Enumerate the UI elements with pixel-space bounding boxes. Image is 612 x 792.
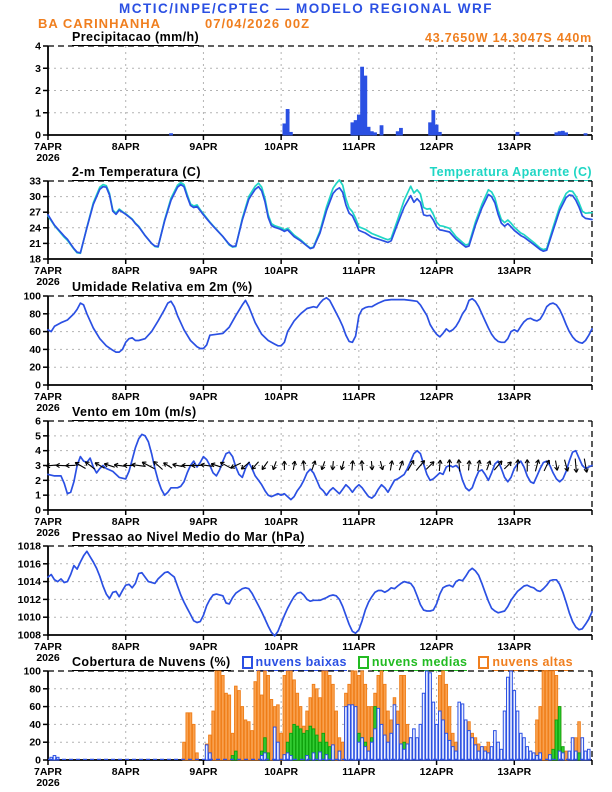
- svg-text:12APR: 12APR: [419, 516, 454, 528]
- svg-text:3: 3: [35, 460, 41, 472]
- legend-nuvens-altas: nuvens altas: [478, 656, 573, 671]
- svg-text:8APR: 8APR: [111, 641, 140, 653]
- svg-text:0: 0: [35, 129, 41, 142]
- clouds-title: Cobertura de Nuvens (%): [72, 656, 231, 671]
- svg-text:10APR: 10APR: [264, 516, 299, 528]
- svg-text:9APR: 9APR: [189, 265, 218, 277]
- svg-text:60: 60: [29, 326, 41, 339]
- svg-text:10APR: 10APR: [264, 391, 299, 403]
- svg-text:7APR: 7APR: [33, 516, 63, 528]
- svg-text:4: 4: [35, 40, 41, 53]
- svg-text:8APR: 8APR: [111, 265, 140, 277]
- svg-text:40: 40: [29, 718, 41, 731]
- svg-text:2026: 2026: [36, 402, 60, 414]
- run-datetime: 07/04/2026 00Z: [205, 16, 311, 31]
- svg-text:8APR: 8APR: [111, 766, 140, 778]
- svg-text:13APR: 13APR: [497, 265, 532, 277]
- svg-text:27: 27: [29, 206, 41, 219]
- svg-text:12APR: 12APR: [419, 641, 454, 653]
- legend-nuvens-baixas: nuvens baixas: [242, 656, 347, 671]
- svg-text:13APR: 13APR: [497, 641, 532, 653]
- svg-text:7APR: 7APR: [33, 141, 63, 153]
- svg-text:10APR: 10APR: [264, 141, 299, 153]
- svg-text:10APR: 10APR: [264, 265, 299, 277]
- humidity-title: Umidade Relativa em 2m (%): [72, 281, 253, 296]
- svg-text:2: 2: [35, 85, 41, 97]
- svg-text:12APR: 12APR: [419, 141, 454, 153]
- svg-text:1016: 1016: [17, 558, 41, 571]
- svg-text:1014: 1014: [17, 576, 41, 589]
- station-name: BA CARINHANHA: [38, 16, 162, 31]
- temp-title: 2-m Temperatura (C): [72, 166, 201, 181]
- svg-text:2026: 2026: [36, 152, 60, 164]
- svg-text:2026: 2026: [36, 276, 60, 288]
- svg-text:13APR: 13APR: [497, 766, 532, 778]
- svg-text:24: 24: [29, 222, 41, 235]
- svg-text:2026: 2026: [36, 777, 60, 789]
- svg-text:12APR: 12APR: [419, 391, 454, 403]
- svg-text:20: 20: [29, 361, 41, 374]
- svg-text:1018: 1018: [17, 540, 41, 553]
- svg-text:2026: 2026: [36, 652, 60, 664]
- svg-text:30: 30: [29, 191, 41, 204]
- svg-text:1008: 1008: [17, 629, 41, 642]
- precip-title: Precipitacao (mm/h): [72, 31, 199, 46]
- svg-text:5: 5: [35, 430, 41, 443]
- svg-text:2026: 2026: [36, 527, 60, 539]
- model-title: MCTIC/INPE/CPTEC — MODELO REGIONAL WRF: [119, 1, 493, 16]
- svg-text:11APR: 11APR: [342, 516, 376, 528]
- svg-text:10APR: 10APR: [264, 766, 299, 778]
- svg-text:3: 3: [35, 62, 41, 75]
- svg-text:1010: 1010: [17, 611, 41, 624]
- svg-text:13APR: 13APR: [497, 391, 532, 403]
- svg-text:100: 100: [23, 290, 41, 303]
- svg-text:1: 1: [35, 107, 41, 120]
- svg-text:80: 80: [29, 683, 41, 696]
- legend-nuvens-medias: nuvens medias: [358, 656, 468, 671]
- svg-text:6: 6: [35, 415, 41, 428]
- svg-text:1: 1: [35, 489, 41, 502]
- svg-text:11APR: 11APR: [342, 391, 376, 403]
- svg-text:4: 4: [35, 445, 41, 458]
- svg-text:12APR: 12APR: [419, 766, 454, 778]
- svg-text:11APR: 11APR: [342, 766, 376, 778]
- svg-text:40: 40: [29, 343, 41, 356]
- svg-text:1012: 1012: [17, 593, 41, 606]
- svg-text:9APR: 9APR: [189, 516, 218, 528]
- svg-text:60: 60: [29, 701, 41, 714]
- svg-text:8APR: 8APR: [111, 141, 140, 153]
- svg-text:33: 33: [29, 175, 41, 188]
- svg-text:11APR: 11APR: [342, 265, 376, 277]
- svg-text:7APR: 7APR: [33, 391, 63, 403]
- svg-text:12APR: 12APR: [419, 265, 454, 277]
- svg-text:7APR: 7APR: [33, 265, 63, 277]
- pressure-title: Pressao ao Nivel Medio do Mar (hPa): [72, 531, 305, 546]
- svg-text:13APR: 13APR: [497, 141, 532, 153]
- svg-text:0: 0: [35, 754, 41, 767]
- svg-text:0: 0: [35, 504, 41, 517]
- svg-text:21: 21: [29, 237, 41, 250]
- svg-text:11APR: 11APR: [342, 641, 376, 653]
- svg-text:2: 2: [35, 474, 41, 487]
- station-coordinates: 43.7650W 14.3047S 440m: [424, 31, 592, 45]
- svg-text:8APR: 8APR: [111, 516, 140, 528]
- svg-text:9APR: 9APR: [189, 766, 218, 778]
- wind-title: Vento em 10m (m/s): [72, 406, 197, 421]
- svg-text:8APR: 8APR: [111, 391, 140, 403]
- svg-text:18: 18: [29, 253, 41, 266]
- svg-text:80: 80: [29, 308, 41, 321]
- svg-text:100: 100: [23, 665, 41, 678]
- apparent-temp-title: Temperatura Aparente (C): [430, 166, 592, 181]
- svg-text:9APR: 9APR: [189, 141, 218, 153]
- svg-text:7APR: 7APR: [33, 641, 63, 653]
- svg-text:10APR: 10APR: [264, 641, 299, 653]
- svg-text:20: 20: [29, 736, 41, 749]
- svg-text:0: 0: [35, 379, 41, 392]
- svg-text:7APR: 7APR: [33, 766, 63, 778]
- svg-text:11APR: 11APR: [342, 141, 376, 153]
- svg-text:9APR: 9APR: [189, 391, 218, 403]
- svg-text:13APR: 13APR: [497, 516, 532, 528]
- svg-text:9APR: 9APR: [189, 641, 218, 653]
